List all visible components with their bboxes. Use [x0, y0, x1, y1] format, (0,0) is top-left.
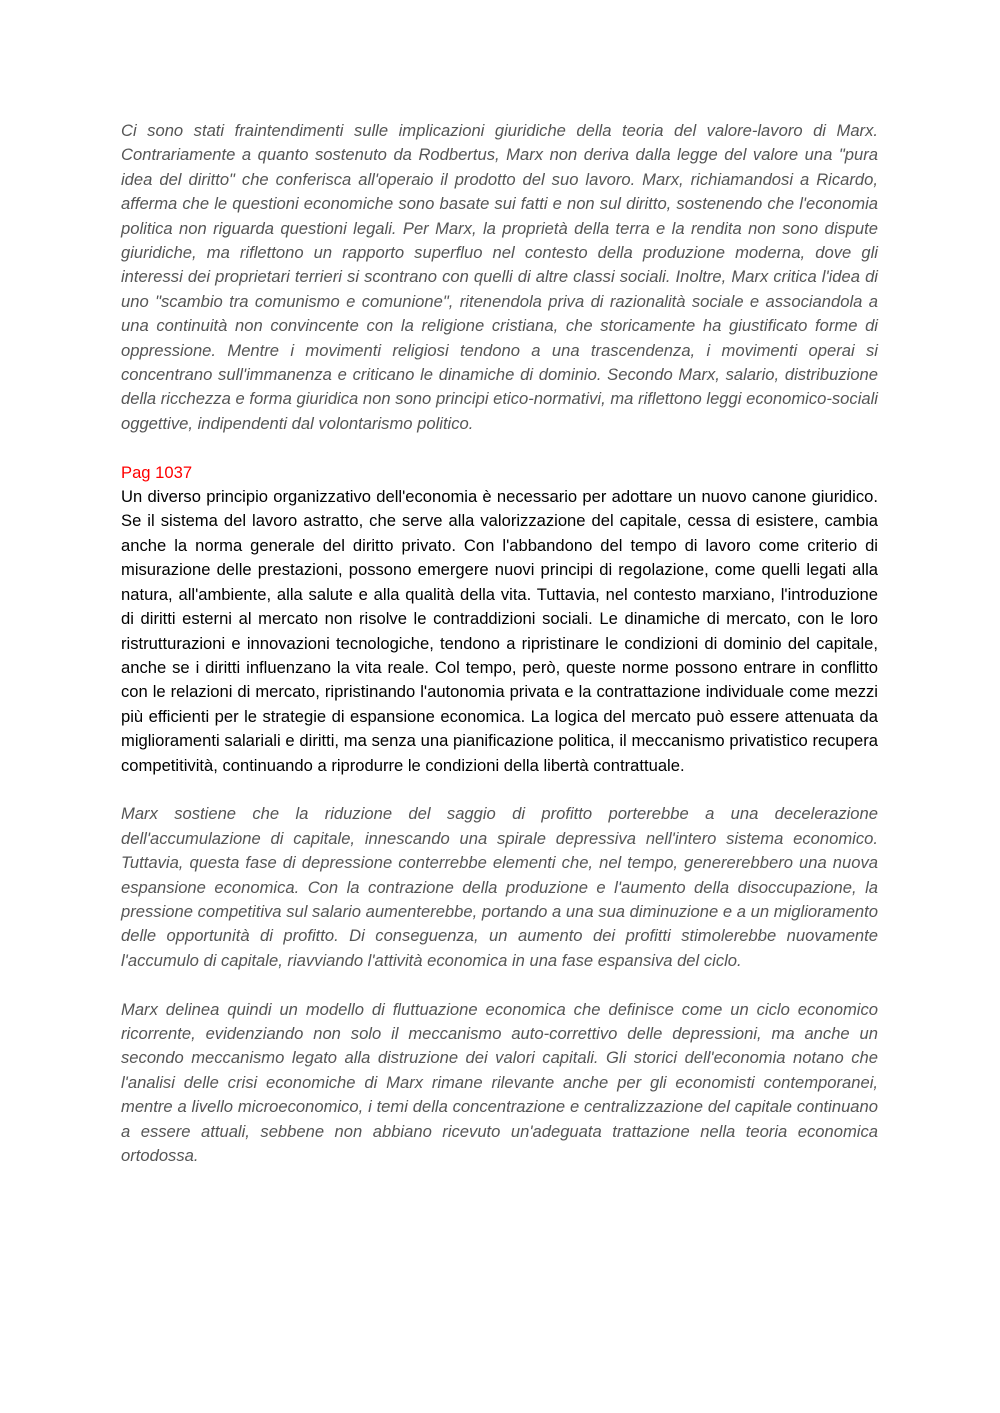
paragraph-legal-implications: Ci sono stati fraintendimenti sulle implicazioni giuridiche della teoria del valore-lavoro di Marx. Contrariamente a quanto sostenuto da Rodbertus, Marx non deriva dalla legge del valore una "pura idea del diritto" che conferisca all'operaio il prodotto del suo lavoro. Marx, richiamandosi a Ricardo, afferma che le questioni economiche sono basate sui fatti e non sul diritto, sostenendo che l'economia politica non riguarda questioni legali. Per Marx, la proprietà della terra e la rendita non sono dispute giuridiche, ma riflettono un rapporto superfluo nel contesto della produzione moderna, dove gli interessi dei proprietari terrieri si scontrano con quelli di altre classi sociali. Inoltre, Marx critica l'idea di uno "scambio tra comunismo e comunione", ritenendola priva di razionalità sociale e associandola a una continuità non convincente con la religione cristiana, che storicamente ha giustificato forme di oppressione. Mentre i movimenti religiosi tendono a una trascendenza, i movimenti operai si concentrano sull'immanenza e criticano le dinamiche di dominio. Secondo Marx, salario, distribuzione della ricchezza e forma giuridica non sono principi etico-normativi, ma riflettono leggi economico-sociali oggettive, indipendenti dal volontarismo politico.: [121, 121, 878, 433]
document-page: [121, 119, 878, 1168]
paragraph-organizational-principle: Un diverso principio organizzativo dell'economia è necessario per adottare un nuovo canone giuridico. Se il sistema del lavoro astratto, che serve alla valorizzazione del capitale, cessa di esistere, cambia anche la norma generale del diritto privato. Con l'abbandono del tempo di lavoro come criterio di misurazione delle prestazioni, possono emergere nuovi principi di regolazione, come quelli legati alla natura, all'ambiente, alla salute e alla qualità della vita. Tuttavia, nel contesto marxiano, l'introduzione di diritti esterni al mercato non risolve le contraddizioni sociali. Le dinamiche di mercato, con le loro ristrutturazioni e innovazioni tecnologiche, tendono a ripristinare le condizioni di dominio del capitale, anche se i diritti influenzano la vita reale. Col tempo, però, queste norme possono entrare in conflitto con le relazioni di mercato, ripristinando l'autonomia privata e la contrattazione individuale come mezzi più efficienti per le strategie di espansione economica. La logica del mercato può essere attenuata da miglioramenti salariali e diritti, ma senza una pianificazione politica, il meccanismo privatistico recupera competitività, continuando a riprodurre le condizioni della libertà contrattuale.: [121, 487, 878, 775]
paragraph-gap: [121, 973, 878, 997]
paragraph-gap: [121, 778, 878, 802]
paragraph-profit-rate: Marx sostiene che la riduzione del saggio di profitto porterebbe a una decelerazione dell'accumulazione di capitale, innescando una spirale depressiva nell'intero sistema economico. Tuttavia, questa fase di depressione conterrebbe elementi che, nel tempo, genererebbero una nuova espansione economica. Con la contrazione della produzione e l'aumento della disoccupazione, la pressione competitiva sul salario aumenterebbe, portando a una sua diminuzione e a un miglioramento delle opportunità di profitto. Di conseguenza, un aumento dei profitti stimolerebbe nuovamente l'accumulo di capitale, riavviando l'attività economica in una fase espansiva del ciclo.: [121, 804, 878, 970]
paragraph-economic-cycle: Marx delinea quindi un modello di fluttuazione economica che definisce come un ciclo economico ricorrente, evidenziando non solo il meccanismo auto-correttivo delle depressioni, ma anche un secondo meccanismo legato alla distruzione dei valori capitali. Gli storici dell'economia notano che l'analisi delle crisi economiche di Marx rimane rilevante anche per gli economisti contemporanei, mentre a livello microeconomico, i temi della concentrazione e centralizzazione del capitale continuano a essere attuali, sebbene non abbiano ricevuto un'adeguata trattazione nella teoria economica ortodossa.: [121, 999, 878, 1166]
page-reference-heading: Pag 1037: [121, 462, 193, 482]
paragraph-gap: [121, 436, 878, 460]
